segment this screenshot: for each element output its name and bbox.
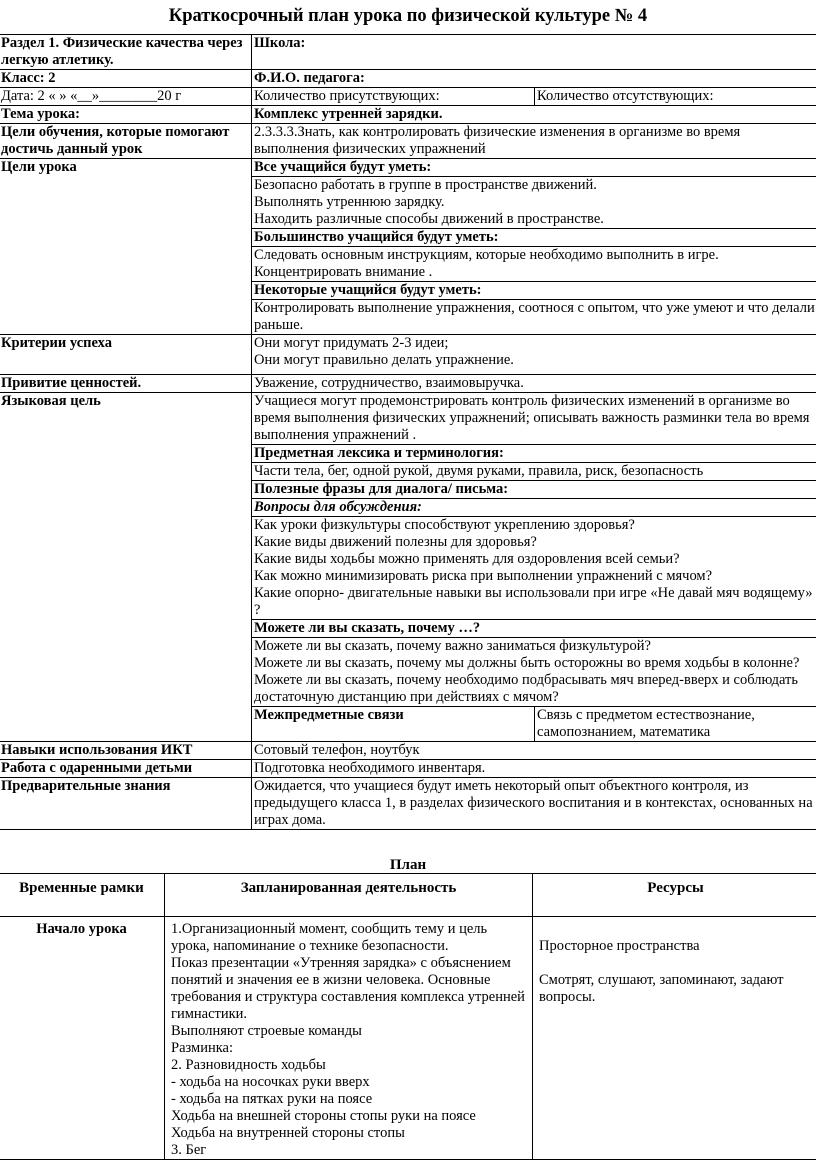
vocab-text: Части тела, бег, одной рукой, двумя руками, правила, риск, безопасность (252, 463, 816, 481)
activity-line: Разминка: (171, 1040, 234, 1056)
list-item: Они могут правильно делать упражнение. (254, 352, 514, 368)
questions-cell (252, 517, 816, 620)
date-label: Дата: 2 « » «__»________20 г (0, 88, 252, 106)
success-criteria-label: Критерии успеха (0, 335, 252, 375)
lesson-goals-label: Цели урока (0, 159, 252, 335)
prior-knowledge-text: Ожидается, что учащиеся будут иметь некоторый опыт объектного контроля, из предыдущего класса 1, в разделах физического воспитания и в контекстах, основанных на играх дома. (252, 778, 816, 830)
activity-line: 2. Разновидность ходьбы (171, 1057, 326, 1073)
list-item: Можете ли вы сказать, почему важно заниматься физкультурой? (254, 638, 651, 654)
ict-text: Сотовый телефон, ноутбук (252, 742, 816, 760)
questions-heading: Вопросы для обсуждения: (252, 499, 816, 517)
phrases-heading: Полезные фразы для диалога/ письма: (252, 481, 816, 499)
teacher-label: Ф.И.О. педагога: (252, 70, 816, 88)
activity-line: Ходьба на внутренней стороны стопы (171, 1125, 405, 1141)
some-students-heading: Некоторые учащийся будут уметь: (252, 282, 816, 300)
activity-line: - ходьба на носочках руки вверх (171, 1074, 370, 1090)
list-item: Находить различные способы движений в пространстве. (254, 211, 604, 227)
column-header-activity: Запланированная деятельность (165, 874, 533, 917)
gifted-label: Работа с одаренными детьми (0, 760, 252, 778)
list-item: Безопасно работать в группе в пространстве движений. (254, 177, 597, 193)
vocab-heading: Предметная лексика и терминология: (252, 445, 816, 463)
gifted-text: Подготовка необходимого инвентаря. (252, 760, 816, 778)
activity-line: Показ презентации «Утренняя зарядка» с объяснением понятий и значения ее в жизни человека. Основные требования и структура составления комплекса утренней гимнастики. (171, 955, 525, 1022)
values-label: Привитие ценностей. (0, 375, 252, 393)
list-item: Какие виды движений полезны для здоровья? (254, 534, 537, 550)
activity-line: - ходьба на пятках руки на поясе (171, 1091, 373, 1107)
lesson-info-table (0, 34, 816, 830)
prior-knowledge-label: Предварительные знания (0, 778, 252, 830)
cross-curricular-label: Межпредметные связи (252, 707, 535, 742)
language-goal-text: Учащиеся могут продемонстрировать контроль физических изменений в организме во время выполнения физических упражнений; описывать важность разминки тела во время выполнения упражнений . (252, 393, 816, 445)
list-item: Они могут придумать 2-3 идеи; (254, 335, 449, 351)
school-label: Школа: (252, 35, 816, 70)
activity-line: Выполняют строевые команды (171, 1023, 362, 1039)
time-cell: Начало урока (0, 917, 165, 1160)
page-title: Краткосрочный план урока по физической культуре № 4 (168, 6, 648, 26)
activity-line: Ходьба на внешней стороны стопы руки на поясе (171, 1108, 476, 1124)
section-label: Раздел 1. Физические качества через легкую атлетику. (0, 35, 252, 70)
some-students-text: Контролировать выполнение упражнения, соотнося с опытом, что уже умеют и что делали раньше. (252, 300, 816, 335)
list-item: Можете ли вы сказать, почему необходимо подбрасывать мяч вперед-вверх и соблюдать достаточную дистанцию при действиях с мячом? (254, 672, 798, 705)
present-count-label: Количество присутствующих: (252, 88, 535, 106)
list-item: Как можно минимизировать риска при выполнении упражнений с мячом? (254, 568, 713, 584)
values-text: Уважение, сотрудничество, взаимовыручка. (252, 375, 816, 393)
absent-count-label: Количество отсутствующих: (535, 88, 816, 106)
list-item: Какие виды ходьбы можно применять для оздоровления всей семьи? (254, 551, 680, 567)
plan-table (0, 873, 816, 1160)
activity-line: 3. Бег (171, 1142, 207, 1158)
resources-cell (533, 917, 816, 1160)
column-header-resources: Ресурсы (533, 874, 816, 917)
list-item: Следовать основным инструкциям, которые необходимо выполнить в игре. (254, 247, 719, 263)
list-item: Как уроки физкультуры способствуют укреплению здоровья? (254, 517, 635, 533)
success-criteria-cell (252, 335, 816, 375)
can-say-heading: Можете ли вы сказать, почему …? (252, 620, 816, 638)
ict-label: Навыки использования ИКТ (0, 742, 252, 760)
learning-goals-label: Цели обучения, которые помогают достичь данный урок (0, 124, 252, 159)
activity-cell (165, 917, 533, 1160)
list-item: Какие опорно- двигательные навыки вы использовали при игре «Не давай мяч водящему» ? (254, 585, 813, 618)
can-say-cell (252, 638, 816, 707)
list-item: Выполнять утреннюю зарядку. (254, 194, 445, 210)
topic-value: Комплекс утренней зарядки. (252, 106, 816, 124)
activity-line: 1.Организационный момент, сообщить тему и цель урока, напоминание о технике безопасности. (171, 921, 488, 954)
topic-label: Тема урока: (0, 106, 252, 124)
list-item: Можете ли вы сказать, почему мы должны быть осторожны во время ходьбы в колонне? (254, 655, 800, 671)
all-students-heading: Все учащийся будут уметь: (252, 159, 816, 177)
all-students-cell (252, 177, 816, 229)
learning-goals-value: 2.3.3.3.Знать, как контролировать физические изменения в организме во время выполнения физических упражнений (252, 124, 816, 159)
list-item: Концентрировать внимание . (254, 264, 433, 280)
most-students-heading: Большинство учащийся будут уметь: (252, 229, 816, 247)
plan-heading: План (389, 857, 427, 873)
language-goal-label: Языковая цель (0, 393, 252, 742)
resource-line: Смотрят, слушают, запоминают, задают вопросы. (539, 972, 784, 1005)
class-label: Класс: 2 (0, 70, 252, 88)
cross-curricular-text: Связь с предметом естествознание, самопознанием, математика (535, 707, 816, 742)
column-header-time: Временные рамки (0, 874, 165, 917)
most-students-cell (252, 247, 816, 282)
resource-line: Просторное пространства (539, 938, 700, 954)
